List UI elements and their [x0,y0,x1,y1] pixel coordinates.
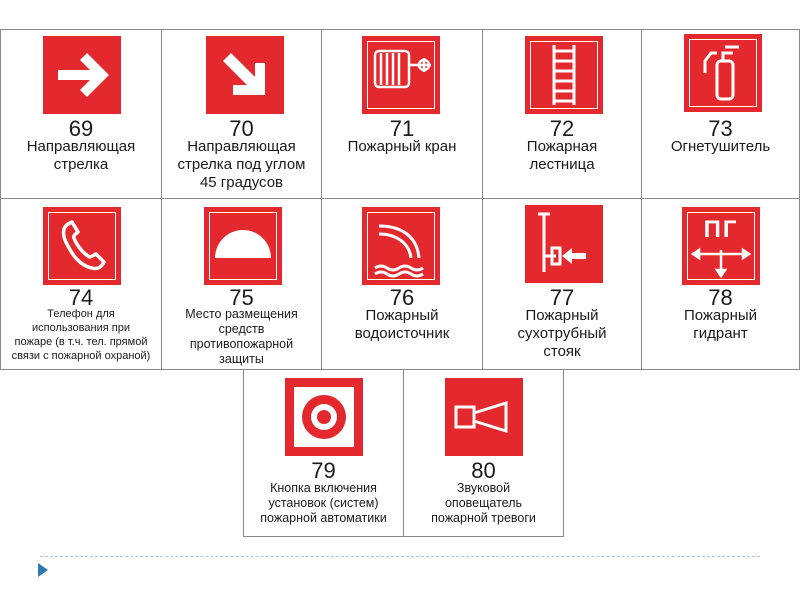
sign-card-69 [0,29,162,199]
fire-extinguisher-icon [684,34,762,112]
sign-caption: Место размещения средств противопожарной защиты [185,307,298,366]
sign-caption: Телефон для использования при пожаре (в т.ч. тел. прямой связи с пожарной охраной) [11,308,151,362]
water-source-icon [362,207,440,285]
sign-caption: Пожарный гидрант [683,307,758,342]
sign-caption: Пожарный кран [347,138,457,155]
sign-card-74 [0,198,162,370]
fire-hose-reel-icon [362,36,440,114]
sign-number: 79 [311,458,336,483]
arrow-right-icon [43,36,121,114]
sign-number: 70 [229,116,254,141]
sign-number: 69 [68,116,94,141]
sign-caption: Пожарный сухотрубный стояк [517,307,607,360]
sign-card-76 [321,198,483,370]
sign-caption: Огнетушитель [670,138,771,155]
sign-caption: Кнопка включения установок (систем) пожарной автоматики [260,481,387,525]
sign-number: 76 [389,285,415,310]
fire-hydrant-icon [682,207,760,285]
sign-card-70 [161,29,322,199]
sign-card-71 [321,29,483,199]
sound-alarm-icon [445,378,523,456]
sign-caption: Направляющая стрелка [26,138,136,173]
sign-caption: Направляющая стрелка под углом 45 градусов [177,138,306,191]
sign-caption: Пожарный водоисточник [354,307,450,342]
sign-number: 71 [389,116,415,141]
arrow-diagonal-icon [206,36,284,114]
alarm-button-icon [285,378,363,456]
sign-number: 77 [549,285,575,310]
telephone-icon [43,207,121,285]
hydrant-letters: ПГ [703,216,739,243]
sign-card-75 [161,198,322,370]
sign-number: 78 [708,285,733,310]
sign-number: 75 [229,285,254,310]
sign-number: 73 [708,116,733,141]
sign-number: 80 [471,458,496,483]
play-bullet-icon [38,563,48,577]
sign-card-79 [243,369,404,537]
sign-card-77 [482,198,642,370]
sign-card-80 [403,369,564,537]
half-circle-icon [204,207,282,285]
sign-card-78 [641,198,800,370]
fire-ladder-icon [525,36,603,114]
divider-line [40,556,760,557]
sign-card-72 [482,29,642,199]
sign-caption: Пожарная лестница [526,138,598,173]
sign-number: 74 [68,285,94,310]
sign-caption: Звуковой оповещатель пожарной тревоги [431,481,536,525]
sign-card-73 [641,29,800,199]
dry-riser-icon [525,205,603,283]
sign-number: 72 [549,116,575,141]
